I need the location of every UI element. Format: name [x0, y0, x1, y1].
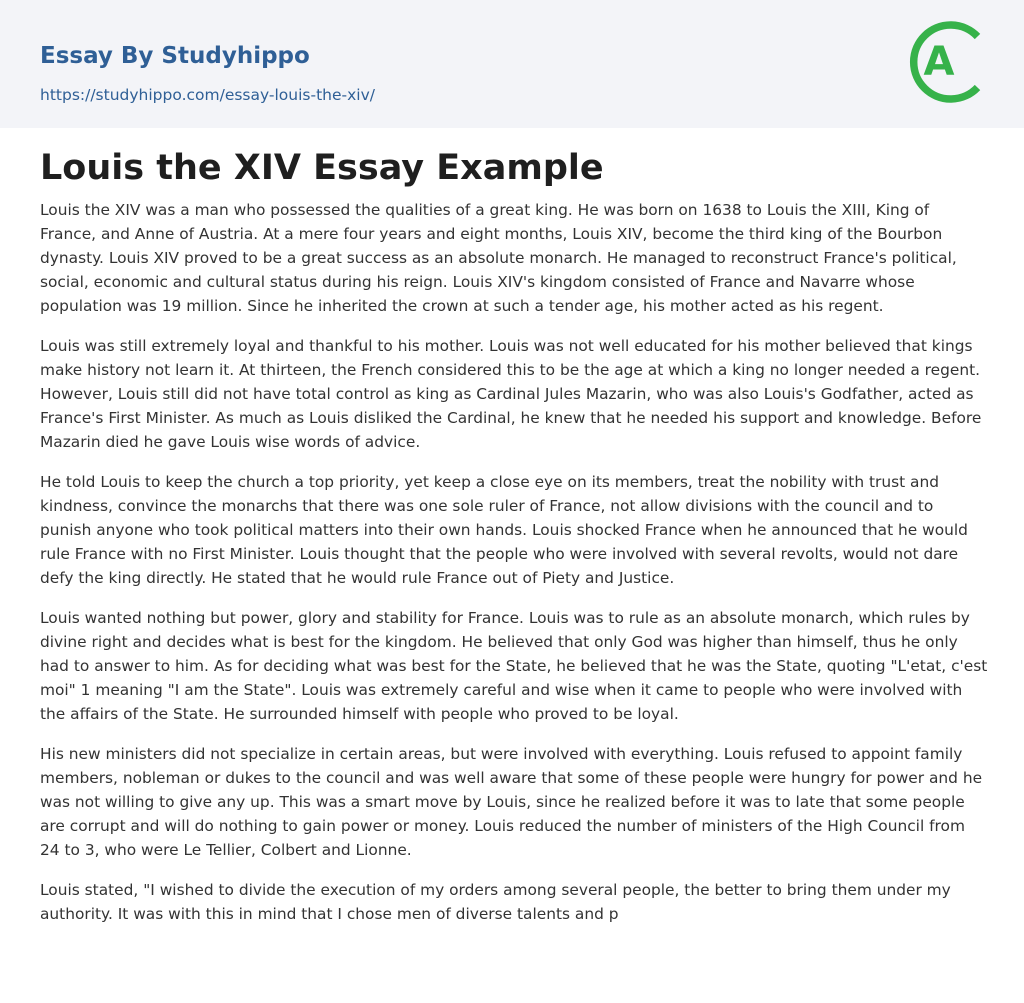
essay-url-link[interactable]: https://studyhippo.com/essay-louis-the-xiv/ — [40, 86, 375, 104]
site-header — [0, 0, 1024, 128]
essay-paragraph: Louis was still extremely loyal and thankful to his mother. Louis was not well educated for his mother believed that kings make history not learn it. At thirteen, the French considered this to be the age at which a king no longer needed a regent. However, Louis still did not have total control as king as Cardinal Jules Mazarin, who was also Louis's Godfather, acted as France's First Minister. As much as Louis disliked the Cardinal, he knew that he needed his support and knowledge. Before Mazarin died he gave Louis wise words of advice. — [40, 337, 982, 451]
logo-letter: A — [923, 39, 955, 85]
essay-body — [40, 198, 988, 926]
essay-content — [40, 144, 988, 942]
studyhippo-logo-icon[interactable] — [906, 18, 990, 106]
essay-paragraph: Louis wanted nothing but power, glory and stability for France. Louis was to rule as an absolute monarch, which rules by divine right and decides what is best for the kingdom. He believed that only God was higher than himself, thus he only had to answer to him. As for deciding what was best for the State, he believed that he was the State, quoting "L'etat, c'est moi" 1 meaning "I am the State". Louis was extremely careful and wise when it came to people who were involved with the affairs of the State. He surrounded himself with people who proved to be loyal. — [40, 609, 988, 723]
essay-paragraph: Louis the XIV was a man who possessed the qualities of a great king. He was born on 1638 to Louis the XIII, King of France, and Anne of Austria. At a mere four years and eight months, Louis XIV, become the third king of the Bourbon dynasty. Louis XIV proved to be a great success as an absolute monarch. He managed to reconstruct France's political, social, economic and cultural status during his reign. Louis XIV's kingdom consisted of France and Navarre whose population was 19 million. Since he inherited the crown at such a tender age, his mother acted as his regent. — [40, 201, 957, 315]
essay-paragraph: His new ministers did not specialize in certain areas, but were involved with everything. Louis refused to appoint family members, nobleman or dukes to the council and was well aware that some of these people were hungry for power and he was not willing to give any up. This was a smart move by Louis, since he realized before it was to late that some people are corrupt and will do nothing to gain power or money. Louis reduced the number of ministers of the High Council from 24 to 3, who were Le Tellier, Colbert and Lionne. — [40, 745, 983, 859]
essay-paragraph: He told Louis to keep the church a top priority, yet keep a close eye on its members, treat the nobility with trust and kindness, convince the monarchs that there was one sole ruler of France, not allow divisions with the council and to punish anyone who took political matters into their own hands. Louis shocked France when he announced that he would rule France with no First Minister. Louis thought that the people who were involved with several revolts, would not dare defy the king directly. He stated that he would rule France out of Piety and Justice. — [40, 473, 968, 587]
essay-paragraph: Louis stated, "I wished to divide the execution of my orders among several people, the better to bring them under my authority. It was with this in mind that I chose men of diverse talents and p — [40, 881, 951, 923]
page-title: Louis the XIV Essay Example — [40, 148, 604, 188]
site-brand-title[interactable]: Essay By Studyhippo — [40, 43, 310, 69]
